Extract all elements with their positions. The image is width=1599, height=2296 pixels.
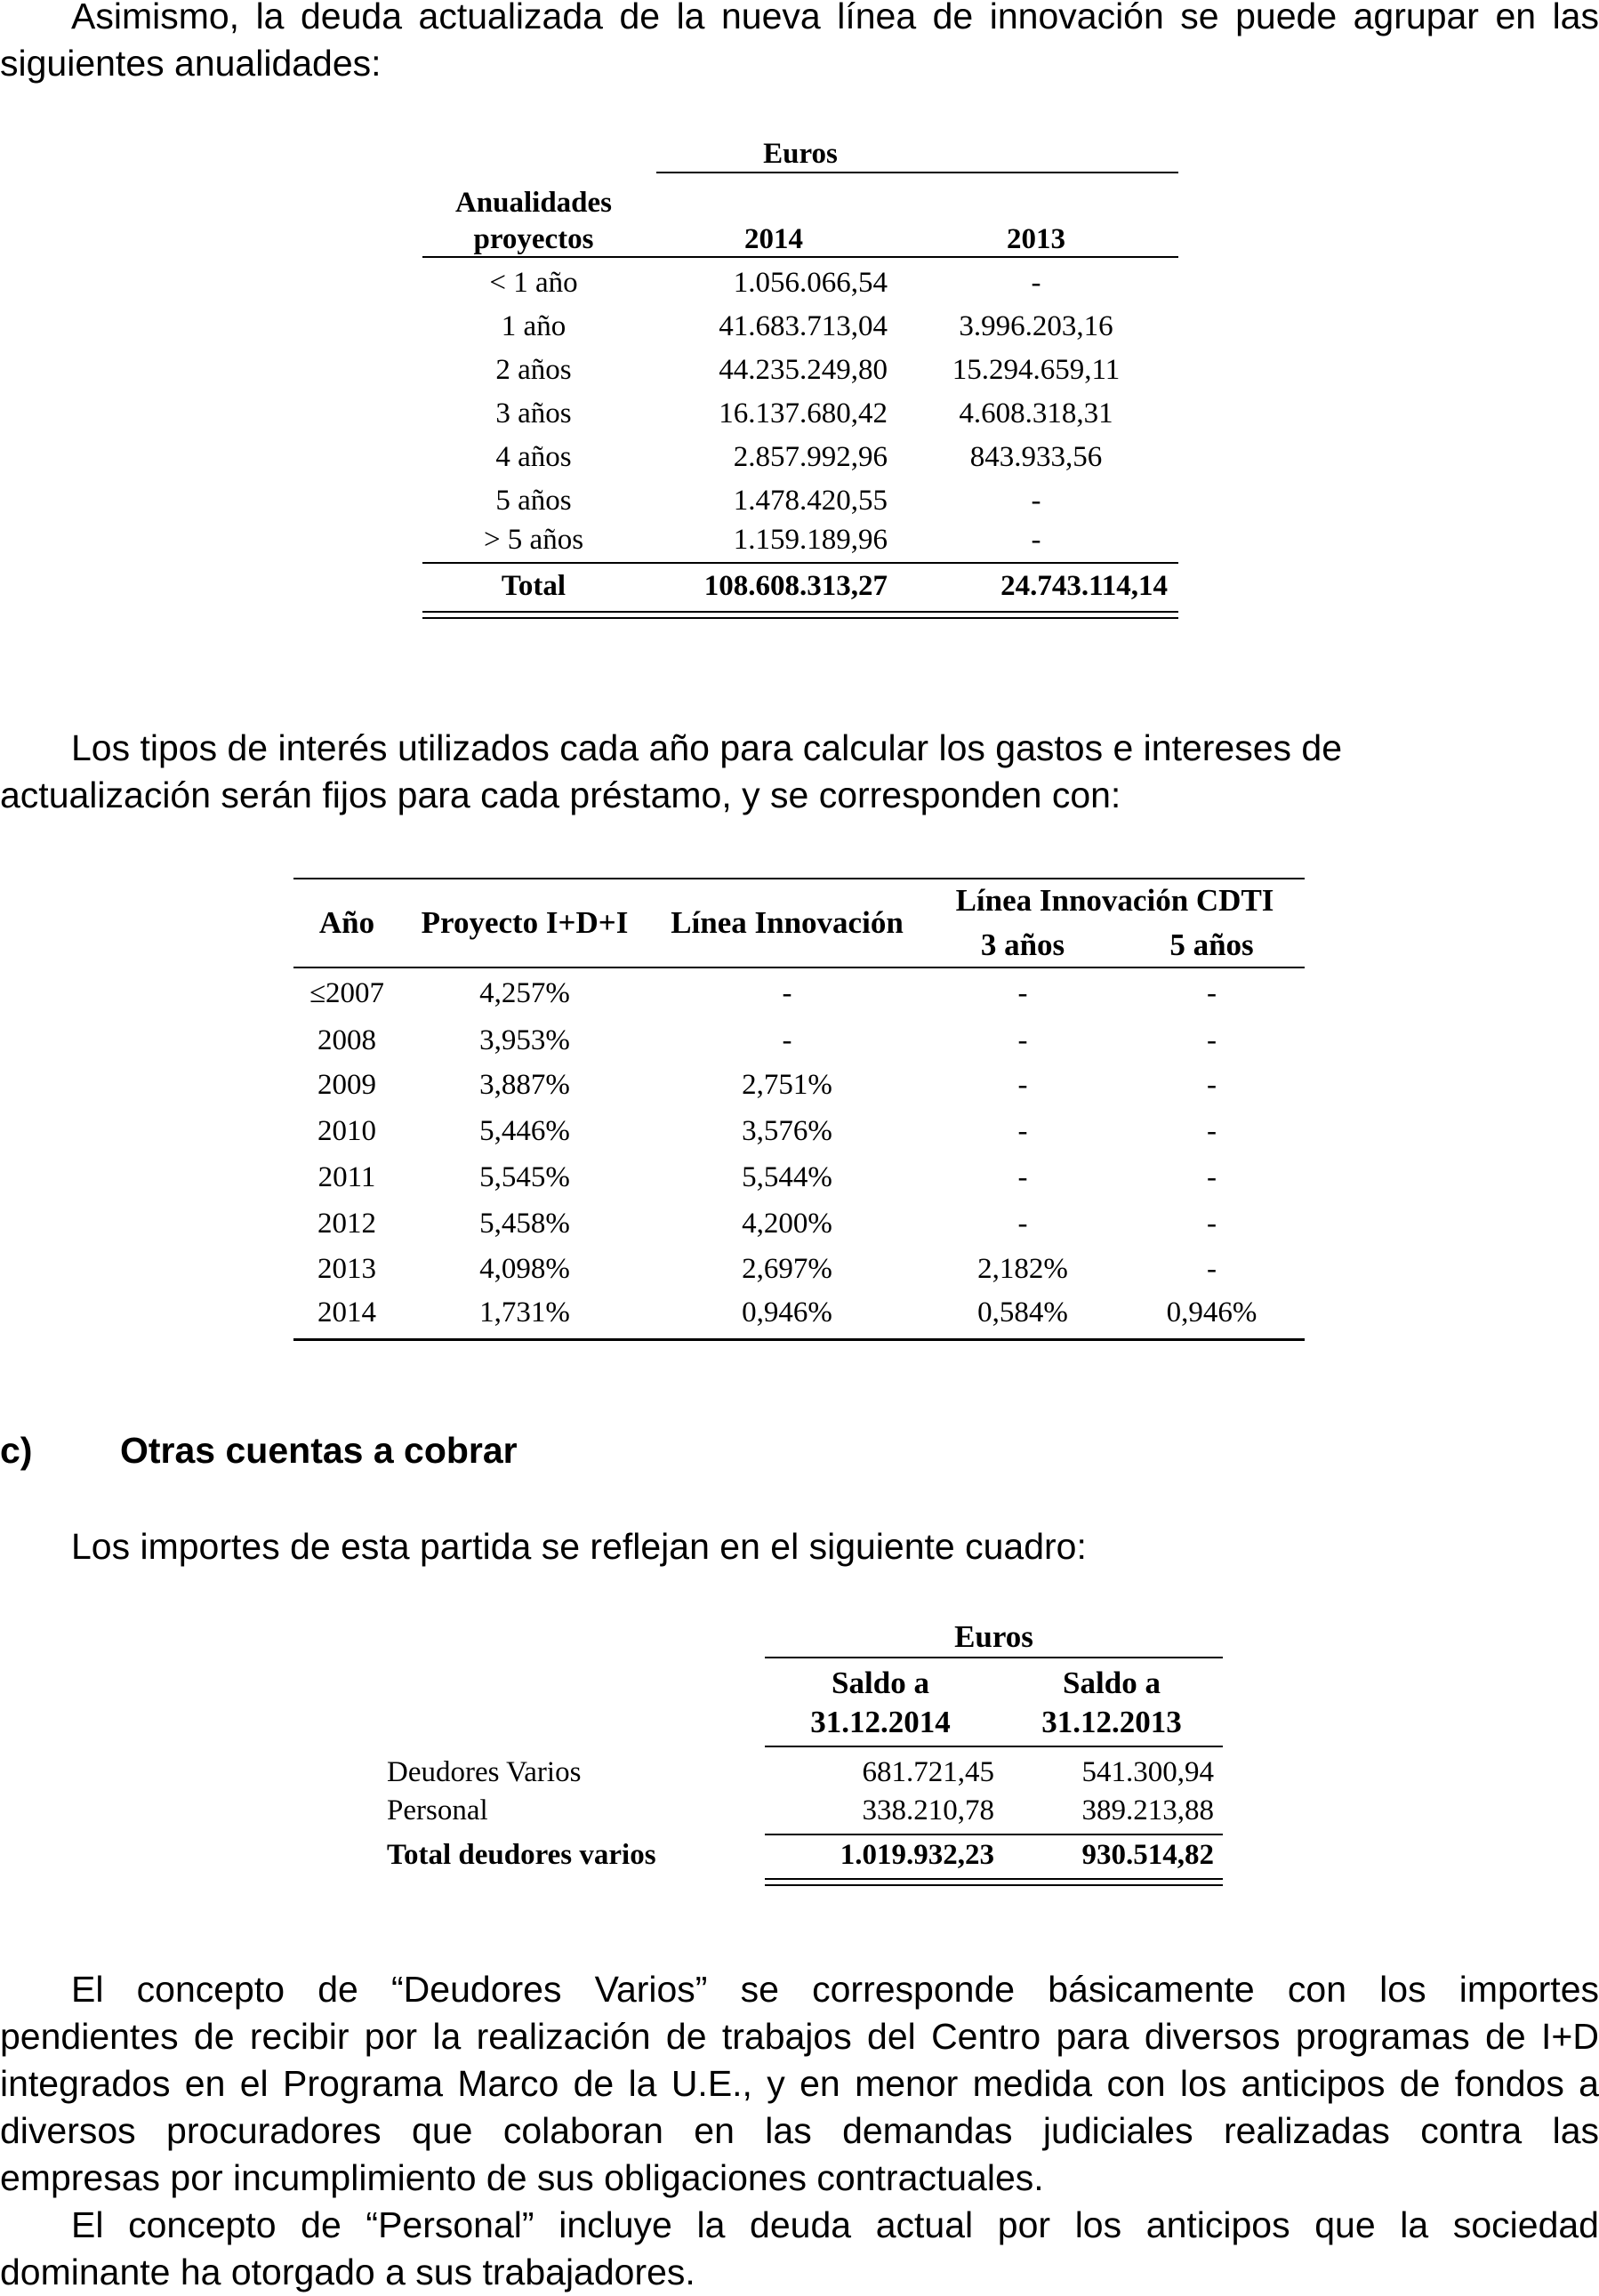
table1-row-2014: 1.056.066,54 [733, 267, 888, 299]
table1-rule-currency [656, 172, 1178, 173]
table1-currency-header: Euros [763, 138, 838, 170]
table3-row-2013: 389.213,88 [1081, 1794, 1214, 1826]
table1-row-label: 4 años [495, 441, 572, 473]
table2-3-years: - [1017, 977, 1028, 1009]
table2-header-cdti: Línea Innovación CDTI [955, 883, 1274, 918]
table2-5-years: - [1207, 1253, 1217, 1285]
table3-col2-line1: Saldo a [1063, 1666, 1161, 1700]
table1-row-2014: 41.683.713,04 [719, 310, 888, 342]
table2-3-years: - [1017, 1208, 1028, 1240]
table2-3-years: - [1017, 1024, 1028, 1056]
table2-header-project: Proyecto I+D+I [421, 905, 629, 940]
table3-row-2013: 541.300,94 [1081, 1756, 1214, 1788]
table2-line: - [782, 977, 792, 1009]
table1-rule-total-bottom-2 [422, 617, 1178, 619]
table2-line: 5,544% [742, 1161, 832, 1193]
section-c-title: Otras cuentas a cobrar [120, 1430, 518, 1471]
table2-project: 4,257% [479, 977, 570, 1009]
table2-year: 2011 [317, 1161, 376, 1193]
table3-rule-total-bottom-2 [765, 1884, 1223, 1886]
table2-project: 3,887% [479, 1069, 570, 1101]
table2-project: 5,545% [479, 1161, 570, 1193]
closing-1-line-5: empresas por incumplimiento de sus obligaciones contractuales. [0, 2157, 1044, 2198]
table1-rule-total-top [422, 562, 1178, 564]
table2-header-line: Línea Innovación [671, 905, 904, 940]
table1-row-label: 1 año [501, 310, 566, 342]
table2-5-years: - [1207, 1024, 1217, 1056]
table2-year: ≤2007 [309, 977, 385, 1009]
table2-header-5-years: 5 años [1169, 927, 1254, 962]
table1-row-2013: - [1031, 267, 1041, 299]
table2-project: 5,458% [479, 1208, 570, 1240]
intro-1-line-2: siguientes anualidades: [0, 43, 382, 84]
table3-currency-header: Euros [954, 1619, 1033, 1654]
table1-col-2014: 2014 [744, 223, 803, 255]
table1-row-2014: 1.159.189,96 [733, 524, 888, 556]
table3-col1-line1: Saldo a [832, 1666, 929, 1700]
table3-total-2014: 1.019.932,23 [840, 1839, 994, 1871]
table2-line: 0,946% [742, 1297, 832, 1329]
table2-line: 4,200% [742, 1208, 832, 1240]
table2-project: 3,953% [479, 1024, 570, 1056]
table1-row-label: 5 años [495, 485, 572, 517]
closing-1-line-4: diversos procuradores que colaboran en las demandas judiciales realizadas contra las [0, 2110, 1599, 2151]
table3-rule-total-bottom-1 [765, 1878, 1223, 1880]
table1-row-2014: 2.857.992,96 [733, 441, 888, 473]
table2-line: - [782, 1024, 792, 1056]
table1-total-2014: 108.608.313,27 [703, 570, 888, 602]
table2-3-years: - [1017, 1115, 1028, 1147]
table1-col-label-1: Anualidades [454, 187, 613, 219]
table1-row-label: 3 años [495, 397, 572, 429]
closing-1-line-2: pendientes de recibir por la realización de trabajos del Centro para diversos programas de I+D [0, 2016, 1599, 2057]
table1-rule-header [422, 256, 1178, 258]
table2-5-years: - [1207, 977, 1217, 1009]
table2-header-year: Año [318, 905, 375, 940]
intro-paragraph-3 [0, 1523, 1599, 1570]
table2-3-years: - [1017, 1069, 1028, 1101]
intro-2-line-2: actualización serán fijos para cada préstamo, y se corresponden con: [0, 775, 1121, 815]
table3-row-label: Deudores Varios [387, 1756, 582, 1788]
table2-5-years: - [1207, 1069, 1217, 1101]
table2-3-years: 0,584% [977, 1297, 1068, 1329]
table1-total-2013: 24.743.114,14 [1000, 570, 1168, 602]
table2-rule-bottom [293, 1338, 1305, 1341]
closing-1-line-1: El concepto de “Deudores Varios” se corresponde básicamente con los importes [71, 1969, 1599, 2010]
table2-rule-top [293, 878, 1305, 879]
table1-col-2013: 2013 [1007, 223, 1065, 255]
table1-row-2013: - [1031, 524, 1041, 556]
table2-5-years: - [1207, 1161, 1217, 1193]
closing-2-line-1: El concepto de “Personal” incluye la deuda actual por los anticipos que la sociedad [71, 2204, 1599, 2245]
intro-1-line-1: Asimismo, la deuda actualizada de la nueva línea de innovación se puede agrupar en las [71, 0, 1599, 36]
table3-rule-total-top [765, 1834, 1223, 1835]
table1-rule-total-bottom-1 [422, 611, 1178, 613]
table2-project: 4,098% [479, 1253, 570, 1285]
table2-project: 5,446% [479, 1115, 570, 1147]
table2-line: 3,576% [742, 1115, 832, 1147]
table1-row-2014: 16.137.680,42 [719, 397, 888, 429]
table2-header-3-years: 3 años [980, 927, 1065, 962]
table1-row-2013: 4.608.318,31 [959, 397, 1113, 429]
closing-2-line-2: dominante ha otorgado a sus trabajadores. [0, 2252, 695, 2292]
table2-project: 1,731% [479, 1297, 570, 1329]
table2-year: 2014 [317, 1297, 376, 1329]
table2-rule-header [293, 967, 1305, 968]
table1-row-label: > 5 años [483, 524, 584, 556]
table1-col-label-2: proyectos [473, 223, 594, 255]
table1-row-2013: - [1031, 485, 1041, 517]
table1-row-label: 2 años [495, 354, 572, 386]
table2-5-years: - [1207, 1208, 1217, 1240]
closing-1-line-3: integrados en el Programa Marco de la U.E., y en menor medida con los anticipos de fondos a [0, 2063, 1599, 2104]
table2-5-years: 0,946% [1166, 1297, 1258, 1329]
table2-3-years: 2,182% [977, 1253, 1068, 1285]
table3-row-label: Personal [387, 1794, 488, 1826]
table2-year: 2012 [317, 1208, 376, 1240]
table2-5-years: - [1207, 1115, 1217, 1147]
table1-row-2013: 843.933,56 [969, 441, 1103, 473]
section-c-letter: c) [0, 1430, 33, 1471]
table1-row-2013: 3.996.203,16 [959, 310, 1113, 342]
table2-line: 2,697% [742, 1253, 832, 1285]
intro-2-line-1: Los tipos de interés utilizados cada año para calcular los gastos e intereses de [71, 727, 1343, 768]
table3-rule-currency [765, 1657, 1223, 1658]
table1-row-2013: 15.294.659,11 [952, 354, 1121, 386]
intro-3-line: Los importes de esta partida se reflejan en el siguiente cuadro: [71, 1526, 1087, 1567]
table2-year: 2008 [317, 1024, 376, 1056]
table3-row-2014: 338.210,78 [862, 1794, 994, 1826]
closing-paragraph-1 [0, 1966, 1599, 2202]
table1-row-2014: 1.478.420,55 [733, 485, 888, 517]
intro-paragraph-2 [0, 725, 1599, 819]
table2-line: 2,751% [742, 1069, 832, 1101]
table1-row-label: < 1 año [489, 267, 578, 299]
table3-total-label: Total deudores varios [387, 1839, 656, 1871]
table2-year: 2009 [317, 1069, 376, 1101]
table2-year: 2013 [317, 1253, 376, 1285]
table3-total-2013: 930.514,82 [1081, 1839, 1214, 1871]
table1-row-2014: 44.235.249,80 [719, 354, 888, 386]
table2-year: 2010 [317, 1115, 376, 1147]
table2-3-years: - [1017, 1161, 1028, 1193]
table3-col1-line2: 31.12.2014 [810, 1705, 951, 1739]
table1-total-label: Total [501, 570, 566, 602]
table3-rule-header [765, 1746, 1223, 1747]
table3-col2-line2: 31.12.2013 [1041, 1705, 1182, 1739]
intro-paragraph-1 [0, 0, 1599, 87]
closing-paragraph-2 [0, 2202, 1599, 2296]
table3-row-2014: 681.721,45 [862, 1756, 994, 1788]
